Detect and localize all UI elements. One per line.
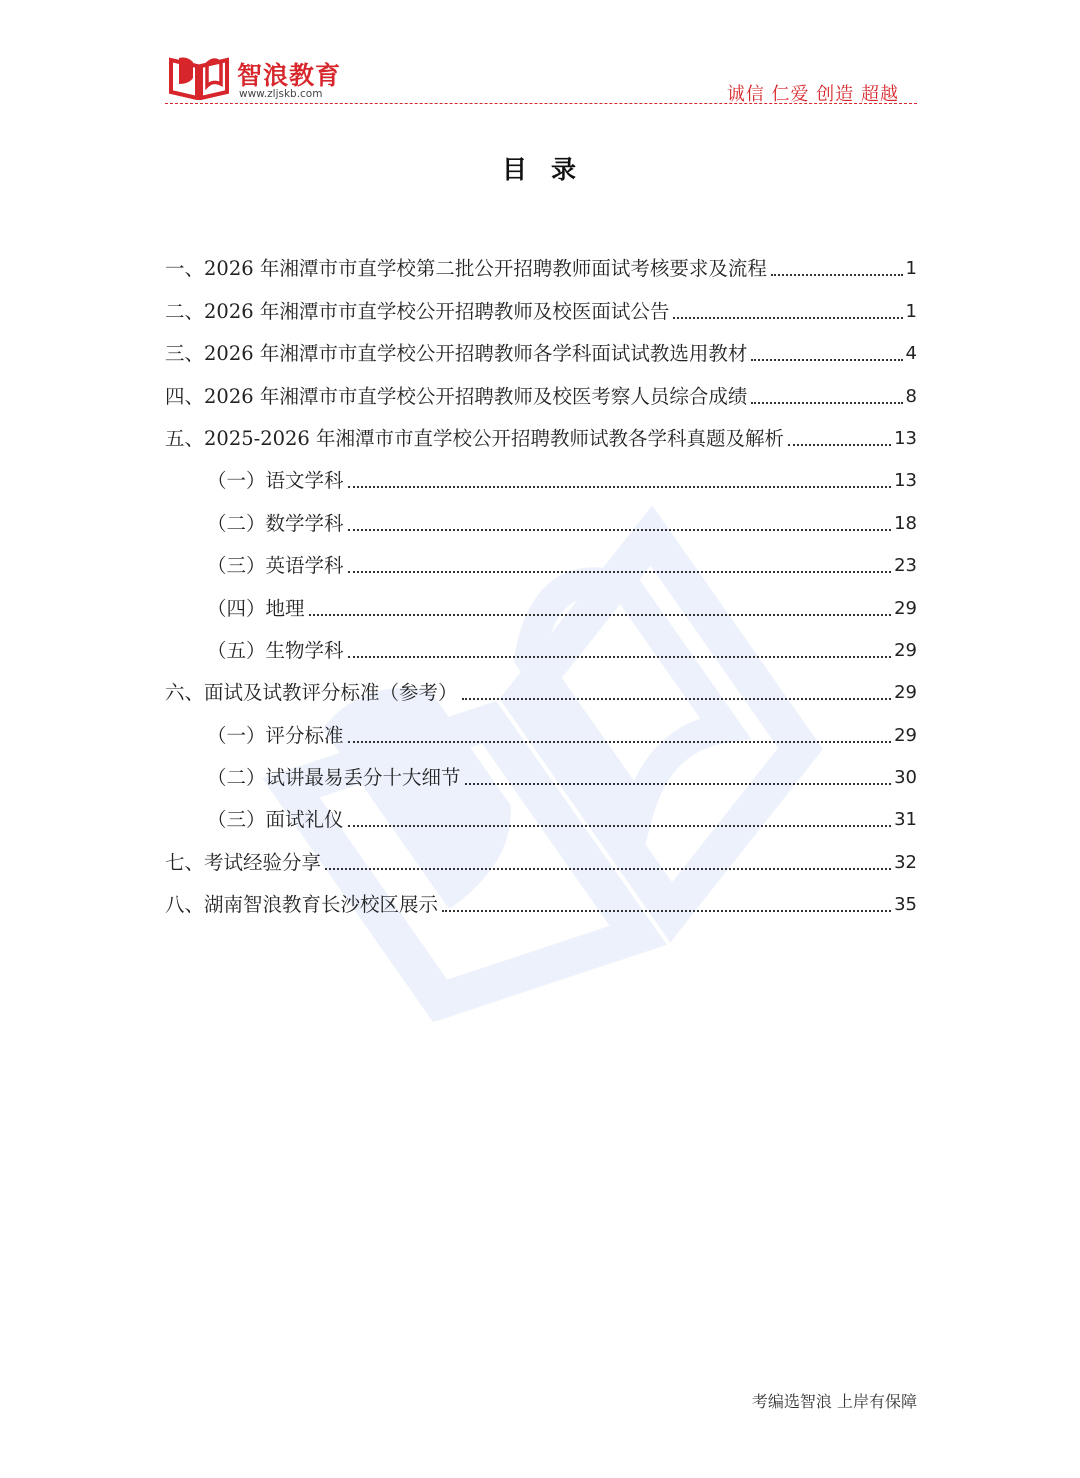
toc-subentry[interactable] — [165, 706, 917, 748]
toc-entry-label: （一）评分标准 — [207, 723, 344, 747]
title-char-1: 目 — [501, 155, 529, 184]
toc-entry-label: （四）地理 — [207, 596, 305, 620]
toc-subentry[interactable] — [165, 494, 917, 536]
toc-entry-page: 29 — [894, 682, 917, 704]
toc-entry-label: 三、2026 年湘潭市市直学校公开招聘教师各学科面试试教选用教材 — [165, 342, 748, 366]
toc-entry-label: （三）面试礼仪 — [207, 808, 344, 832]
toc-entry-page: 29 — [894, 597, 917, 619]
table-of-contents — [165, 240, 917, 918]
toc-leader-dots — [673, 317, 902, 319]
toc-entry[interactable] — [165, 876, 917, 918]
toc-entry-page: 4 — [905, 343, 917, 365]
toc-leader-dots — [348, 571, 892, 573]
page-title — [0, 150, 1080, 186]
toc-entry[interactable] — [165, 410, 917, 452]
page-header — [165, 52, 917, 106]
toc-leader-dots — [442, 910, 891, 912]
toc-subentry[interactable] — [165, 622, 917, 664]
toc-entry[interactable] — [165, 664, 917, 706]
toc-leader-dots — [771, 274, 903, 276]
toc-leader-dots — [788, 444, 891, 446]
toc-leader-dots — [462, 698, 892, 700]
toc-leader-dots — [751, 402, 902, 404]
toc-entry-label: 六、面试及试教评分标准（参考） — [165, 681, 458, 705]
toc-entry[interactable] — [165, 325, 917, 367]
toc-entry[interactable] — [165, 833, 917, 875]
toc-leader-dots — [348, 529, 892, 531]
toc-entry-page: 23 — [894, 555, 917, 577]
toc-entry-page: 8 — [905, 385, 917, 407]
header-slogan: 诚信 仁爱 创造 超越 — [726, 84, 899, 105]
toc-entry-label: 八、湖南智浪教育长沙校区展示 — [165, 893, 439, 917]
toc-subentry[interactable] — [165, 749, 917, 791]
toc-leader-dots — [309, 614, 892, 616]
toc-entry-label: （三）英语学科 — [207, 554, 344, 578]
toc-leader-dots — [751, 359, 902, 361]
toc-entry-label: 一、2026 年湘潭市市直学校第二批公开招聘教师面试考核要求及流程 — [165, 257, 767, 281]
toc-leader-dots — [465, 783, 892, 785]
toc-entry-label: 七、考试经验分享 — [165, 850, 322, 874]
toc-entry[interactable] — [165, 367, 917, 409]
title-char-2: 录 — [551, 155, 579, 184]
toc-subentry[interactable] — [165, 452, 917, 494]
toc-entry-page: 1 — [905, 258, 917, 280]
toc-subentry[interactable] — [165, 791, 917, 833]
toc-entry-label: 二、2026 年湘潭市市直学校公开招聘教师及校医面试公告 — [165, 299, 670, 323]
toc-leader-dots — [325, 868, 891, 870]
header-divider — [165, 103, 917, 104]
toc-entry-page: 30 — [894, 767, 917, 789]
toc-entry[interactable] — [165, 240, 917, 282]
toc-entry-page: 35 — [894, 894, 917, 916]
toc-entry-label: （二）试讲最易丢分十大细节 — [207, 766, 461, 790]
page-footer-tagline: 考编选智浪 上岸有保障 — [751, 1392, 917, 1411]
toc-entry-label: 四、2026 年湘潭市市直学校公开招聘教师及校医考察人员综合成绩 — [165, 384, 748, 408]
brand-url: www.zljskb.com — [239, 88, 323, 100]
toc-entry-page: 13 — [894, 427, 917, 449]
toc-entry[interactable] — [165, 282, 917, 324]
toc-entry-page: 31 — [894, 809, 917, 831]
toc-leader-dots — [348, 656, 892, 658]
toc-entry-page: 18 — [894, 512, 917, 534]
toc-entry-page: 13 — [894, 470, 917, 492]
toc-leader-dots — [348, 825, 892, 827]
toc-entry-page: 32 — [894, 851, 917, 873]
toc-entry-label: 五、2025-2026 年湘潭市市直学校公开招聘教师试教各学科真题及解析 — [165, 426, 785, 450]
brand-name: 智浪教育 — [237, 61, 342, 90]
toc-entry-page: 29 — [894, 639, 917, 661]
toc-entry-label: （二）数学学科 — [207, 511, 344, 535]
toc-entry-label: （五）生物学科 — [207, 638, 344, 662]
toc-subentry[interactable] — [165, 537, 917, 579]
toc-subentry[interactable] — [165, 579, 917, 621]
toc-entry-page: 29 — [894, 724, 917, 746]
toc-entry-label: （一）语文学科 — [207, 469, 344, 493]
toc-entry-page: 1 — [905, 300, 917, 322]
toc-leader-dots — [348, 486, 892, 488]
book-logo-icon — [167, 54, 231, 100]
toc-leader-dots — [348, 741, 892, 743]
brand-logo — [165, 52, 345, 104]
